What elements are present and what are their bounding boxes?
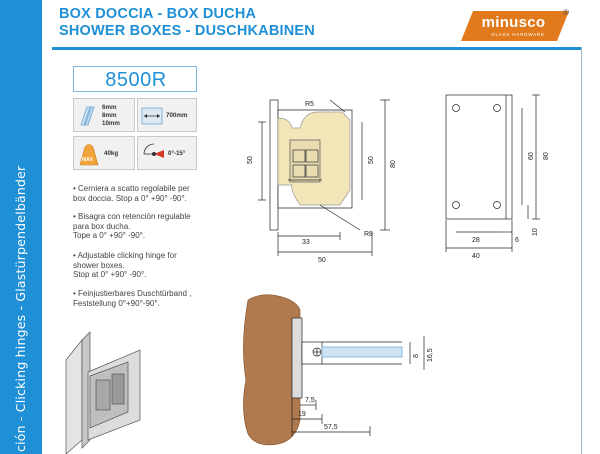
max-label: MAX xyxy=(82,157,94,163)
max-weight-value: 40kg xyxy=(104,150,119,157)
dim-r8: R8 xyxy=(364,231,373,238)
hinge-illustration xyxy=(66,332,140,454)
glass-8mm: 8mm xyxy=(102,112,117,119)
description-english-line-1: • Adjustable clicking hinge for xyxy=(73,251,177,260)
description-german-line-1: • Feinjustierbares Duschtürband , xyxy=(73,289,192,298)
description-english-line-3: Stop at 0° +90° -90°. xyxy=(73,270,147,279)
dim-section-8: 8 xyxy=(413,354,420,358)
dim-section-16-5: 16,5 xyxy=(427,348,434,362)
dim-r5: R5 xyxy=(305,101,314,108)
section-view xyxy=(243,295,424,445)
logo-registered-mark: ® xyxy=(563,8,569,17)
dim-plate-80: 80 xyxy=(543,152,550,160)
dim-front-33: 33 xyxy=(302,239,310,246)
description-spanish-line-1: • Bisagra con retención regulable xyxy=(73,212,191,221)
dim-front-50-bottom: 50 xyxy=(318,257,326,264)
description-spanish-line-2: para box ducha. xyxy=(73,221,131,231)
logo-tagline: GLASS HARDWARE xyxy=(491,32,545,37)
dim-front-80: 80 xyxy=(390,160,397,168)
dim-plate-6: 6 xyxy=(515,237,519,244)
description-english-line-2: shower boxes. xyxy=(73,260,125,270)
dim-front-50-left: 50 xyxy=(247,156,254,164)
page-title-line-1: BOX DOCCIA - BOX DUCHA xyxy=(59,6,257,22)
dim-plate-28: 28 xyxy=(472,237,480,244)
dim-plate-40: 40 xyxy=(472,253,480,260)
dim-section-7-5: 7,5 xyxy=(305,397,315,404)
dim-section-19: 19 xyxy=(298,411,306,418)
description-german-line-2: Feststellung 0°+90°-90°. xyxy=(73,298,160,308)
sidebar-caption: ción - Clicking hinges - Glastürpendelbänder xyxy=(13,165,28,452)
door-width-value: 700mm xyxy=(166,112,188,119)
description-spanish-line-3: Tope a 0° +90° -90°. xyxy=(73,231,146,240)
dim-plate-60: 60 xyxy=(528,152,535,160)
glass-6mm: 6mm xyxy=(102,104,117,111)
dim-plate-10: 10 xyxy=(532,228,539,236)
dim-front-50-right: 50 xyxy=(368,156,375,164)
description-italian-line-1: • Cerniera a scatto regolabile per xyxy=(73,184,190,193)
glass-10mm: 10mm xyxy=(102,120,120,127)
page-title-line-2: SHOWER BOXES - DUSCHKABINEN xyxy=(59,23,315,39)
description-italian-line-2: box doccia. Stop a 0° +90° -90°. xyxy=(73,193,187,203)
adjust-angle-value: 0°-15° xyxy=(168,150,186,157)
dim-section-57-5: 57,5 xyxy=(324,424,338,431)
plate-view xyxy=(446,95,540,252)
model-code: 8500R xyxy=(105,69,167,91)
logo-name: minusco xyxy=(481,14,546,31)
